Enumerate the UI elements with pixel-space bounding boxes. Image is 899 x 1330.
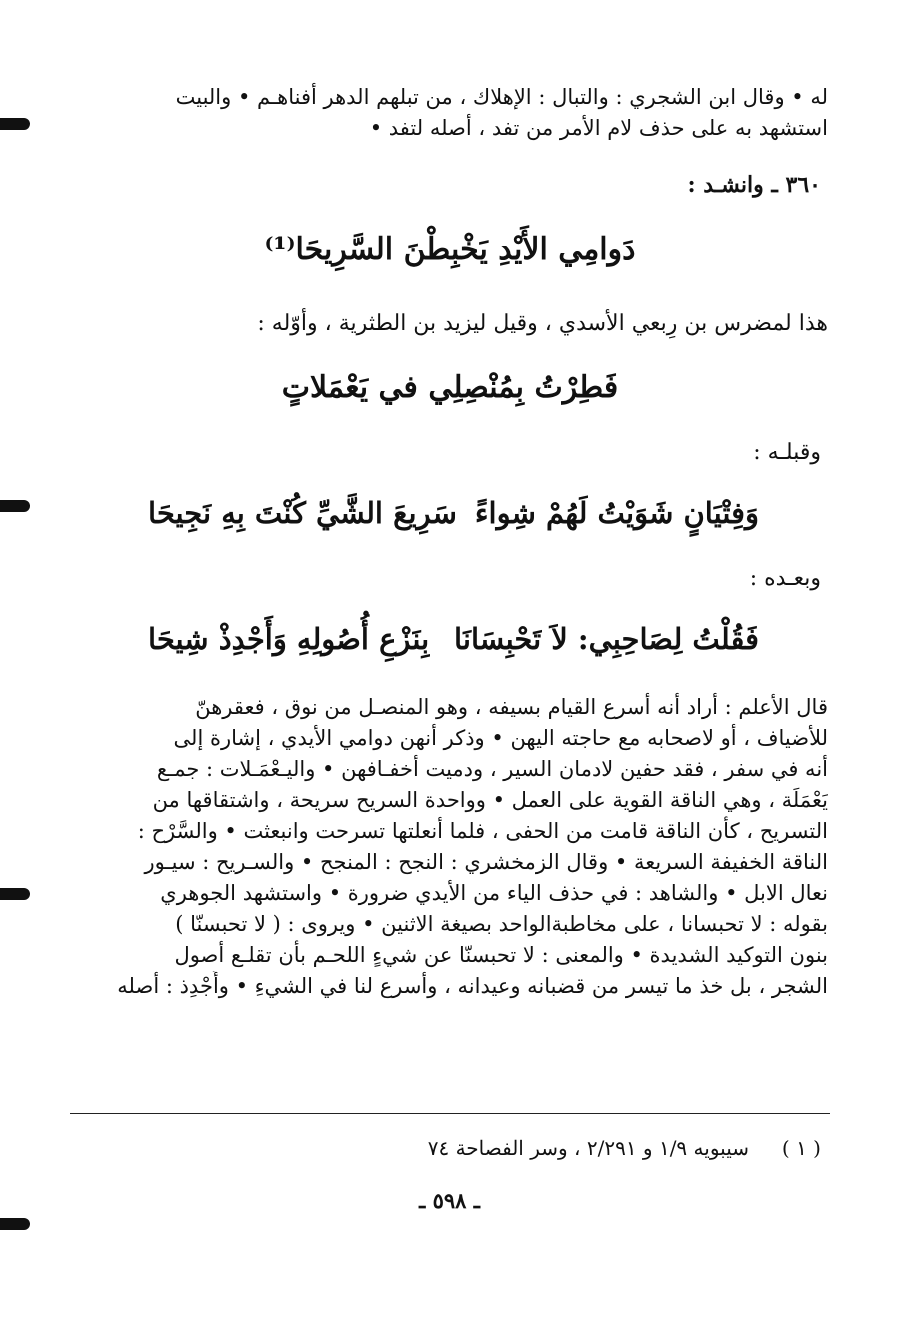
text-line: التسريح ، كأن الناقة قامت من الحفى ، فلما أنعلتها تسرحت وانبعثت • والسَّرْح : <box>137 819 828 843</box>
attribution-line: هذا لمضرس بن رِبعي الأسدي ، وقيل ليزيد بن الطثرية ، وأوّله : <box>257 311 828 336</box>
text-line: نعال الابل • والشاهد : في حذف الياء من الأيدي ضرورة • واستشهد الجوهري <box>160 881 828 905</box>
verse-after-first-half: فَقُلْتُ لِصَاحِبِي: لاَ تَحْبِسَانَا <box>454 622 759 656</box>
main-verse: دَوامِي الأَيْدِ يَخْبِطْنَ السَّرِيحَا⁽¹⁾ <box>264 232 636 267</box>
footnote-number: ( ١ ) <box>781 1136 821 1160</box>
text-line: قال الأعلم : أراد أنه أسرع القيام بسيفه ، وهو المنصـل من نوق ، فعقرهنّ <box>195 695 828 719</box>
text-line: بنون التوكيد الشديدة • والمعنى : لا تحبسنّا عن شيءٍ اللحـم بأن تقلـع أصول <box>174 943 828 967</box>
footnote-divider <box>70 1113 830 1114</box>
margin-mark <box>0 888 30 900</box>
verse-before-second-half: سَرِيعَ الشَّيِّ كُنْتَ بِهِ نَجِيحَا <box>148 496 457 530</box>
margin-mark <box>0 500 30 512</box>
text-line: الناقة الخفيفة السريعة • وقال الزمخشري : النجح : المنجح • والسـريح : سيـور <box>144 850 828 874</box>
margin-mark <box>0 118 30 130</box>
label-before: وقبلـه : <box>753 440 821 465</box>
margin-mark <box>0 1218 30 1230</box>
text-line: الشجر ، بل خذ ما تيسر من قضبانه وعيدانه ، وأسرع لنا في الشيءِ • وأَجْدِذ : أصله <box>117 974 828 998</box>
text-line: أنه في سفر ، فقد حفين لادمان السير ، ودميت أخفـافهن • واليـعْمَـلات : جمـع <box>156 757 828 781</box>
text-line: له • وقال ابن الشجري : والتبال : الإهلاك ، من تبلهم الدهر أفناهـم • والبيت <box>175 85 828 109</box>
verse-after-second-half: بِنَزْعِ أُصُولِهِ وَأَجْدِذْ شِيحَا <box>148 622 430 656</box>
text-line: بقوله : لا تحبسانا ، على مخاطبةالواحد بصيغة الاثنين • ويروى : ( لا تحبسنّا ) <box>175 912 828 936</box>
footnote-text: سيبويه ١/٩ و ٢/٢٩١ ، وسر الفصاحة ٧٤ <box>427 1136 749 1160</box>
first-verse: فَطِرْتُ بِمُنْصِلِي في يَعْمَلاتٍ <box>281 370 619 405</box>
text-line: يَعْمَلَة ، وهي الناقة القوية على العمل • وواحدة السريح سريحة ، واشتقاقها من <box>152 788 828 812</box>
verse-before-first-half: وَفِتْيَانٍ شَوَيْتُ لَهُمْ شِواءً <box>474 496 759 530</box>
page-number: ـ ٥٩٨ ـ <box>419 1188 480 1213</box>
commentary-paragraph <box>72 692 828 1002</box>
label-after: وبعـده : <box>749 566 821 591</box>
entry-heading: ٣٦٠ ـ وانشـد : <box>687 172 821 198</box>
text-line: للأضياف ، أو لاصحابه مع حاجته اليهن • وذكر أنهن دوامي الأيدي ، إشارة إلى <box>173 726 828 750</box>
text-line: استشهد به على حذف لام الأمر من تفد ، أصله لتفد • <box>369 116 828 140</box>
intro-paragraph <box>72 82 828 144</box>
